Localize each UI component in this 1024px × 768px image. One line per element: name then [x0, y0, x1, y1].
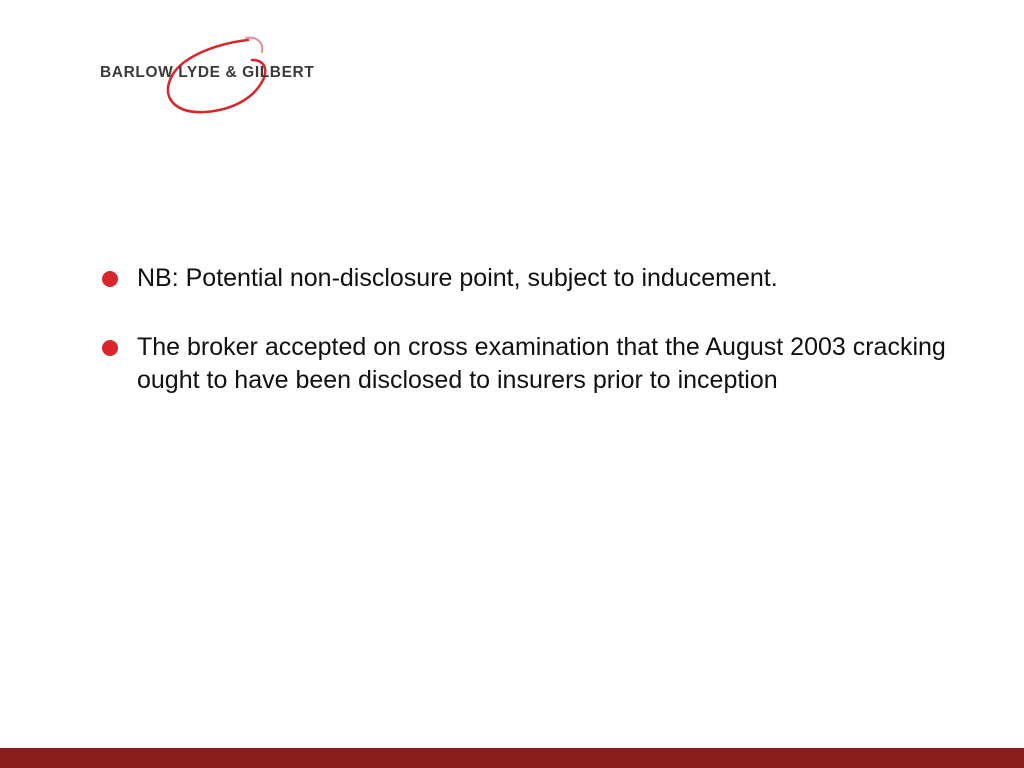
bullet-item-2	[100, 331, 960, 397]
bullet-list	[100, 262, 960, 433]
logo-wordmark: BARLOW LYDE & GILBERT	[100, 64, 315, 81]
bullet-text-2: The broker accepted on cross examination that the August 2003 cracking ought to have been disclosed to insurers prior to inception	[137, 333, 946, 394]
bullet-dot-icon	[102, 340, 118, 356]
footer-bar	[0, 748, 1024, 768]
bullet-text-1: NB: Potential non-disclosure point, subject to inducement.	[137, 264, 778, 292]
company-logo	[96, 34, 336, 118]
bullet-dot-icon	[102, 271, 118, 287]
bullet-item-1	[100, 262, 960, 295]
